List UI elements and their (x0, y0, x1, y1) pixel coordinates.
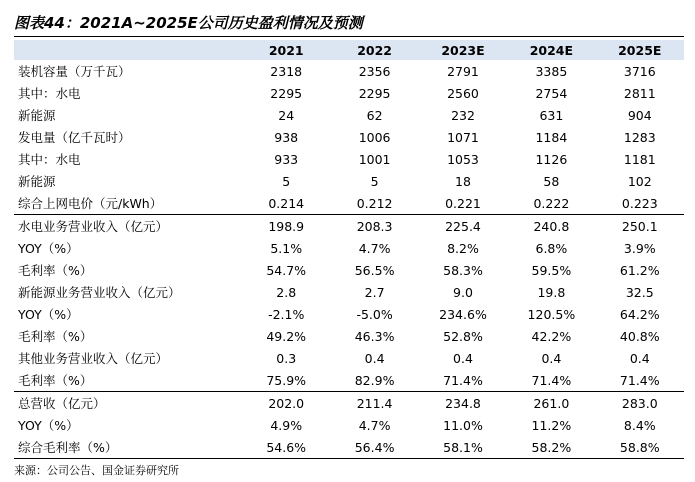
cell-2021: 2.8 (276, 284, 297, 300)
cell-2021: -2.1% (268, 306, 305, 322)
cell-2024e: 11.2% (531, 417, 572, 433)
cell-2022: 2.7 (364, 284, 385, 300)
cell-2024e: 3385 (535, 63, 568, 79)
cell-2024e: 0.222 (533, 195, 570, 211)
row-hydro-yoy (14, 237, 684, 259)
cell-2025e: 71.4% (619, 372, 660, 388)
cell-2022: 0.212 (356, 195, 393, 211)
cell-2022: 4.7% (358, 417, 391, 433)
cell-2023e: 234.8 (419, 392, 507, 415)
row-label: 毛利率（%） (18, 329, 93, 344)
cell-2022: 56.5% (354, 262, 395, 278)
cell-2025e: 1283 (623, 129, 656, 145)
row-new-energy-revenue (14, 281, 684, 303)
cell-2025e: 1181 (623, 151, 656, 167)
chart-title: 图表44：2021A~2025E公司历史盈利情况及预测 (14, 14, 363, 32)
cell-2021: 75.9% (266, 372, 307, 388)
row-label: 综合毛利率（%） (14, 436, 242, 459)
cell-2023e: 52.8% (443, 328, 483, 344)
cell-2022: 4.7% (358, 240, 391, 256)
cell-2023e: 2791 (447, 63, 479, 79)
row-label: 新能源 (18, 108, 56, 123)
cell-2024e: 240.8 (507, 215, 595, 238)
row-label: 新能源 (18, 174, 56, 189)
cell-2023e: 1071 (447, 129, 479, 145)
cell-2024e: 1126 (535, 151, 568, 167)
cell-2025e: 3.9% (623, 240, 656, 256)
cell-2022: 208.3 (330, 215, 418, 238)
cell-2024e: 19.8 (537, 284, 566, 300)
cell-2025e: 250.1 (596, 215, 684, 238)
row-label: 其中：水电 (18, 86, 81, 101)
cell-2022: 0.4 (364, 350, 385, 366)
cell-2023e: 2560 (447, 85, 479, 101)
row-new-energy-gross-margin (14, 325, 684, 347)
cell-2025e: 0.4 (629, 350, 650, 366)
cell-2021: 54.7% (266, 262, 307, 278)
row-hydro-revenue (14, 215, 684, 238)
row-other-revenue (14, 347, 684, 369)
header-row (14, 40, 684, 60)
cell-2025e: 283.0 (596, 392, 684, 415)
cell-2024e: 58.2% (507, 436, 595, 459)
cell-2022: 211.4 (330, 392, 418, 415)
cell-2023e: 11.0% (443, 417, 483, 433)
cell-2024e: 631 (539, 107, 564, 123)
row-label: 毛利率（%） (18, 373, 93, 388)
row-label: 综合上网电价（元/kWh） (18, 196, 163, 211)
cell-2025e: 102 (627, 173, 652, 189)
cell-2023e: 0.4 (453, 350, 473, 366)
cell-2025e: 64.2% (619, 306, 660, 322)
cell-2022: 46.3% (354, 328, 395, 344)
row-label: YOY（%） (18, 418, 79, 433)
cell-2024e: 59.5% (531, 262, 572, 278)
row-new-energy-yoy (14, 303, 684, 325)
cell-2021: 202.0 (242, 392, 330, 415)
cell-2022: 5 (370, 173, 379, 189)
title-divider (14, 36, 684, 37)
cell-2024e: 6.8% (535, 240, 568, 256)
cell-2021: 5.1% (270, 240, 303, 256)
cell-2025e: 40.8% (619, 328, 660, 344)
row-tariff (14, 192, 684, 215)
row-installed-capacity (14, 60, 684, 82)
row-generation-new-energy (14, 170, 684, 192)
row-label: YOY（%） (18, 307, 79, 322)
earnings-table (14, 40, 684, 459)
header-cell-2022: 2022 (330, 40, 418, 60)
cell-2024e: 0.4 (541, 350, 562, 366)
row-label: 装机容量（万千瓦） (18, 64, 131, 79)
cell-2021: 198.9 (242, 215, 330, 238)
row-capacity-hydro (14, 82, 684, 104)
row-label: 其中：水电 (18, 152, 81, 167)
cell-2023e: 234.6% (439, 306, 487, 322)
cell-2023e: 18 (455, 173, 471, 189)
cell-2022: 1006 (358, 129, 391, 145)
row-total-revenue (14, 392, 684, 415)
cell-2022: 2295 (358, 85, 391, 101)
cell-2025e: 3716 (623, 63, 656, 79)
cell-2024e: 1184 (535, 129, 568, 145)
cell-2023e: 58.3% (443, 262, 483, 278)
row-hydro-gross-margin (14, 259, 684, 281)
row-label: 毛利率（%） (18, 263, 93, 278)
cell-2023e: 232 (451, 107, 475, 123)
cell-2022: 62 (366, 107, 383, 123)
header-cell-2024e: 2024E (507, 40, 595, 60)
cell-2023e: 9.0 (453, 284, 473, 300)
cell-2021: 54.6% (242, 436, 330, 459)
cell-2023e: 8.2% (447, 240, 479, 256)
row-capacity-new-energy (14, 104, 684, 126)
cell-2024e: 2754 (535, 85, 568, 101)
cell-2023e: 225.4 (419, 215, 507, 238)
cell-2021: 0.3 (276, 350, 297, 366)
cell-2021: 0.214 (268, 195, 305, 211)
cell-2024e: 120.5% (527, 306, 576, 322)
row-label: 总营收（亿元） (14, 392, 242, 415)
cell-2023e: 71.4% (443, 372, 483, 388)
row-label: 水电业务营业收入（亿元） (14, 215, 242, 238)
row-other-gross-margin (14, 369, 684, 392)
cell-2021: 4.9% (270, 417, 303, 433)
cell-2021: 933 (274, 151, 299, 167)
cell-2021: 49.2% (266, 328, 307, 344)
cell-2022: 56.4% (330, 436, 418, 459)
header-cell-2025e: 2025E (596, 40, 684, 60)
cell-2021: 938 (274, 129, 299, 145)
cell-2025e: 58.8% (596, 436, 684, 459)
cell-2022: 82.9% (354, 372, 395, 388)
header-cell-2023e: 2023E (419, 40, 507, 60)
cell-2024e: 261.0 (507, 392, 595, 415)
row-label: YOY（%） (18, 241, 79, 256)
header-cell-label (14, 40, 242, 60)
row-total-gross-margin (14, 436, 684, 459)
row-generation (14, 126, 684, 148)
cell-2025e: 2811 (623, 85, 656, 101)
cell-2022: 1001 (358, 151, 391, 167)
cell-2022: 2356 (358, 63, 391, 79)
cell-2023e: 58.1% (419, 436, 507, 459)
cell-2021: 2295 (270, 85, 303, 101)
row-generation-hydro (14, 148, 684, 170)
cell-2025e: 32.5 (625, 284, 654, 300)
row-label: 其他业务营业收入（亿元） (18, 351, 169, 366)
row-label: 发电量（亿千瓦时） (18, 130, 131, 145)
cell-2023e: 0.221 (445, 195, 481, 211)
row-total-yoy (14, 414, 684, 436)
cell-2022: -5.0% (356, 306, 393, 322)
cell-2024e: 58 (543, 173, 560, 189)
cell-2021: 5 (282, 173, 291, 189)
source-note: 来源：公司公告、国金证券研究所 (14, 464, 179, 477)
cell-2024e: 42.2% (531, 328, 572, 344)
cell-2025e: 0.223 (621, 195, 658, 211)
cell-2025e: 904 (627, 107, 652, 123)
cell-2025e: 8.4% (623, 417, 656, 433)
cell-2021: 24 (278, 107, 295, 123)
cell-2021: 2318 (270, 63, 303, 79)
row-label: 新能源业务营业收入（亿元） (18, 285, 181, 300)
header-cell-2021: 2021 (242, 40, 330, 60)
cell-2023e: 1053 (447, 151, 479, 167)
cell-2024e: 71.4% (531, 372, 572, 388)
cell-2025e: 61.2% (619, 262, 660, 278)
